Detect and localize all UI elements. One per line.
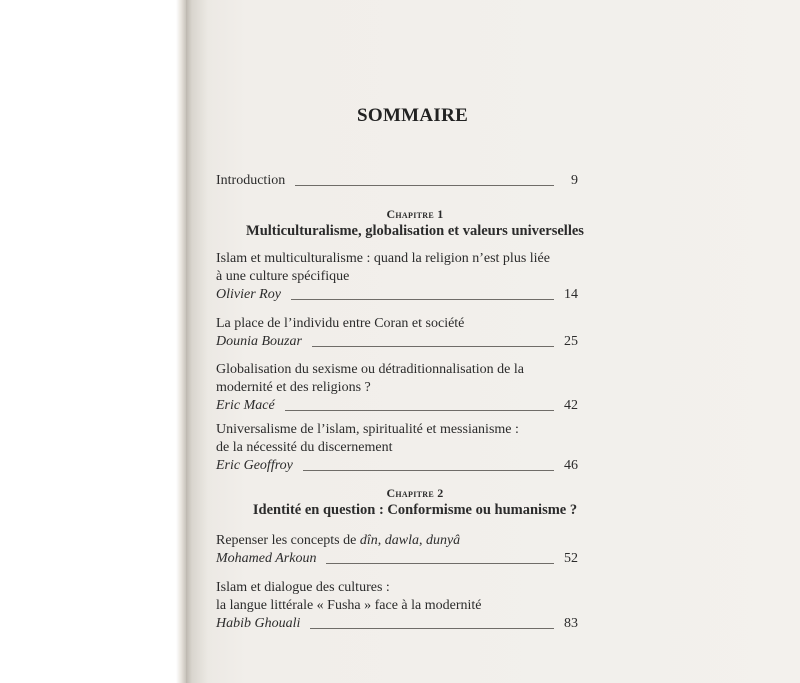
toc-row: [216, 457, 578, 475]
dotted-leader: [312, 345, 554, 347]
page-number: 42: [564, 398, 578, 413]
toc-entry: [216, 315, 578, 351]
toc-row: [216, 172, 578, 190]
toc-row: [216, 286, 578, 304]
entry-author: Habib Ghouali: [216, 616, 301, 631]
toc-entry-introduction: [216, 172, 578, 190]
entry-author: Eric Macé: [216, 398, 275, 413]
toc-row: [216, 615, 578, 633]
chapter-label: Chapitre 1: [386, 207, 444, 221]
entry-title-line: Universalisme de l’islam, spiritualité et messianisme :: [216, 422, 519, 437]
page-title: SOMMAIRE: [357, 105, 469, 126]
page-number: 52: [564, 551, 578, 566]
entry-title-line: La place de l’individu entre Coran et société: [216, 316, 465, 331]
toc-entry: [216, 421, 578, 475]
entry-author: Olivier Roy: [216, 287, 281, 302]
toc-entry: [216, 579, 578, 633]
dotted-leader: [285, 409, 554, 411]
toc-entry-label: Introduction: [216, 173, 286, 188]
dotted-leader: [310, 627, 554, 629]
page-number: 83: [564, 616, 578, 631]
toc-entry: [216, 532, 578, 568]
chapter-heading: [216, 207, 614, 240]
entry-title-line: la langue littérale « Fusha » face à la modernité: [216, 598, 482, 613]
chapter-label: Chapitre 2: [386, 486, 444, 500]
entry-title-line: de la nécessité du discernement: [216, 440, 393, 455]
toc-entry: [216, 361, 578, 415]
chapter-title: Multiculturalisme, globalisation et valeurs universelles: [246, 223, 584, 239]
dotted-leader: [295, 184, 554, 186]
entry-author: Mohamed Arkoun: [216, 551, 317, 566]
chapter-heading: [216, 486, 614, 519]
dotted-leader: [303, 469, 554, 471]
entry-title-line: Islam et multiculturalisme : quand la religion n’est plus liée: [216, 251, 550, 266]
page-number: 25: [564, 334, 578, 349]
toc-entry: [216, 250, 578, 304]
dotted-leader: [291, 298, 554, 300]
page-number: 14: [564, 287, 578, 302]
entry-title-line: Globalisation du sexisme ou détraditionnalisation de la: [216, 362, 524, 377]
entry-title-line: Repenser les concepts de dîn, dawla, dunyâ: [216, 533, 461, 548]
entry-title-line: modernité et des religions ?: [216, 380, 371, 395]
entry-title-line: Islam et dialogue des cultures :: [216, 580, 390, 595]
chapter-title: Identité en question : Conformisme ou humanisme ?: [252, 502, 578, 518]
left-page-edge: [0, 0, 186, 683]
toc-row: [216, 333, 578, 351]
toc-row: [216, 550, 578, 568]
page-number: 9: [571, 173, 578, 188]
dotted-leader: [326, 562, 554, 564]
entry-author: Eric Geoffroy: [216, 458, 293, 473]
page-number: 46: [564, 458, 578, 473]
entry-title-line: à une culture spécifique: [216, 269, 350, 284]
entry-author: Dounia Bouzar: [216, 334, 302, 349]
toc-row: [216, 397, 578, 415]
